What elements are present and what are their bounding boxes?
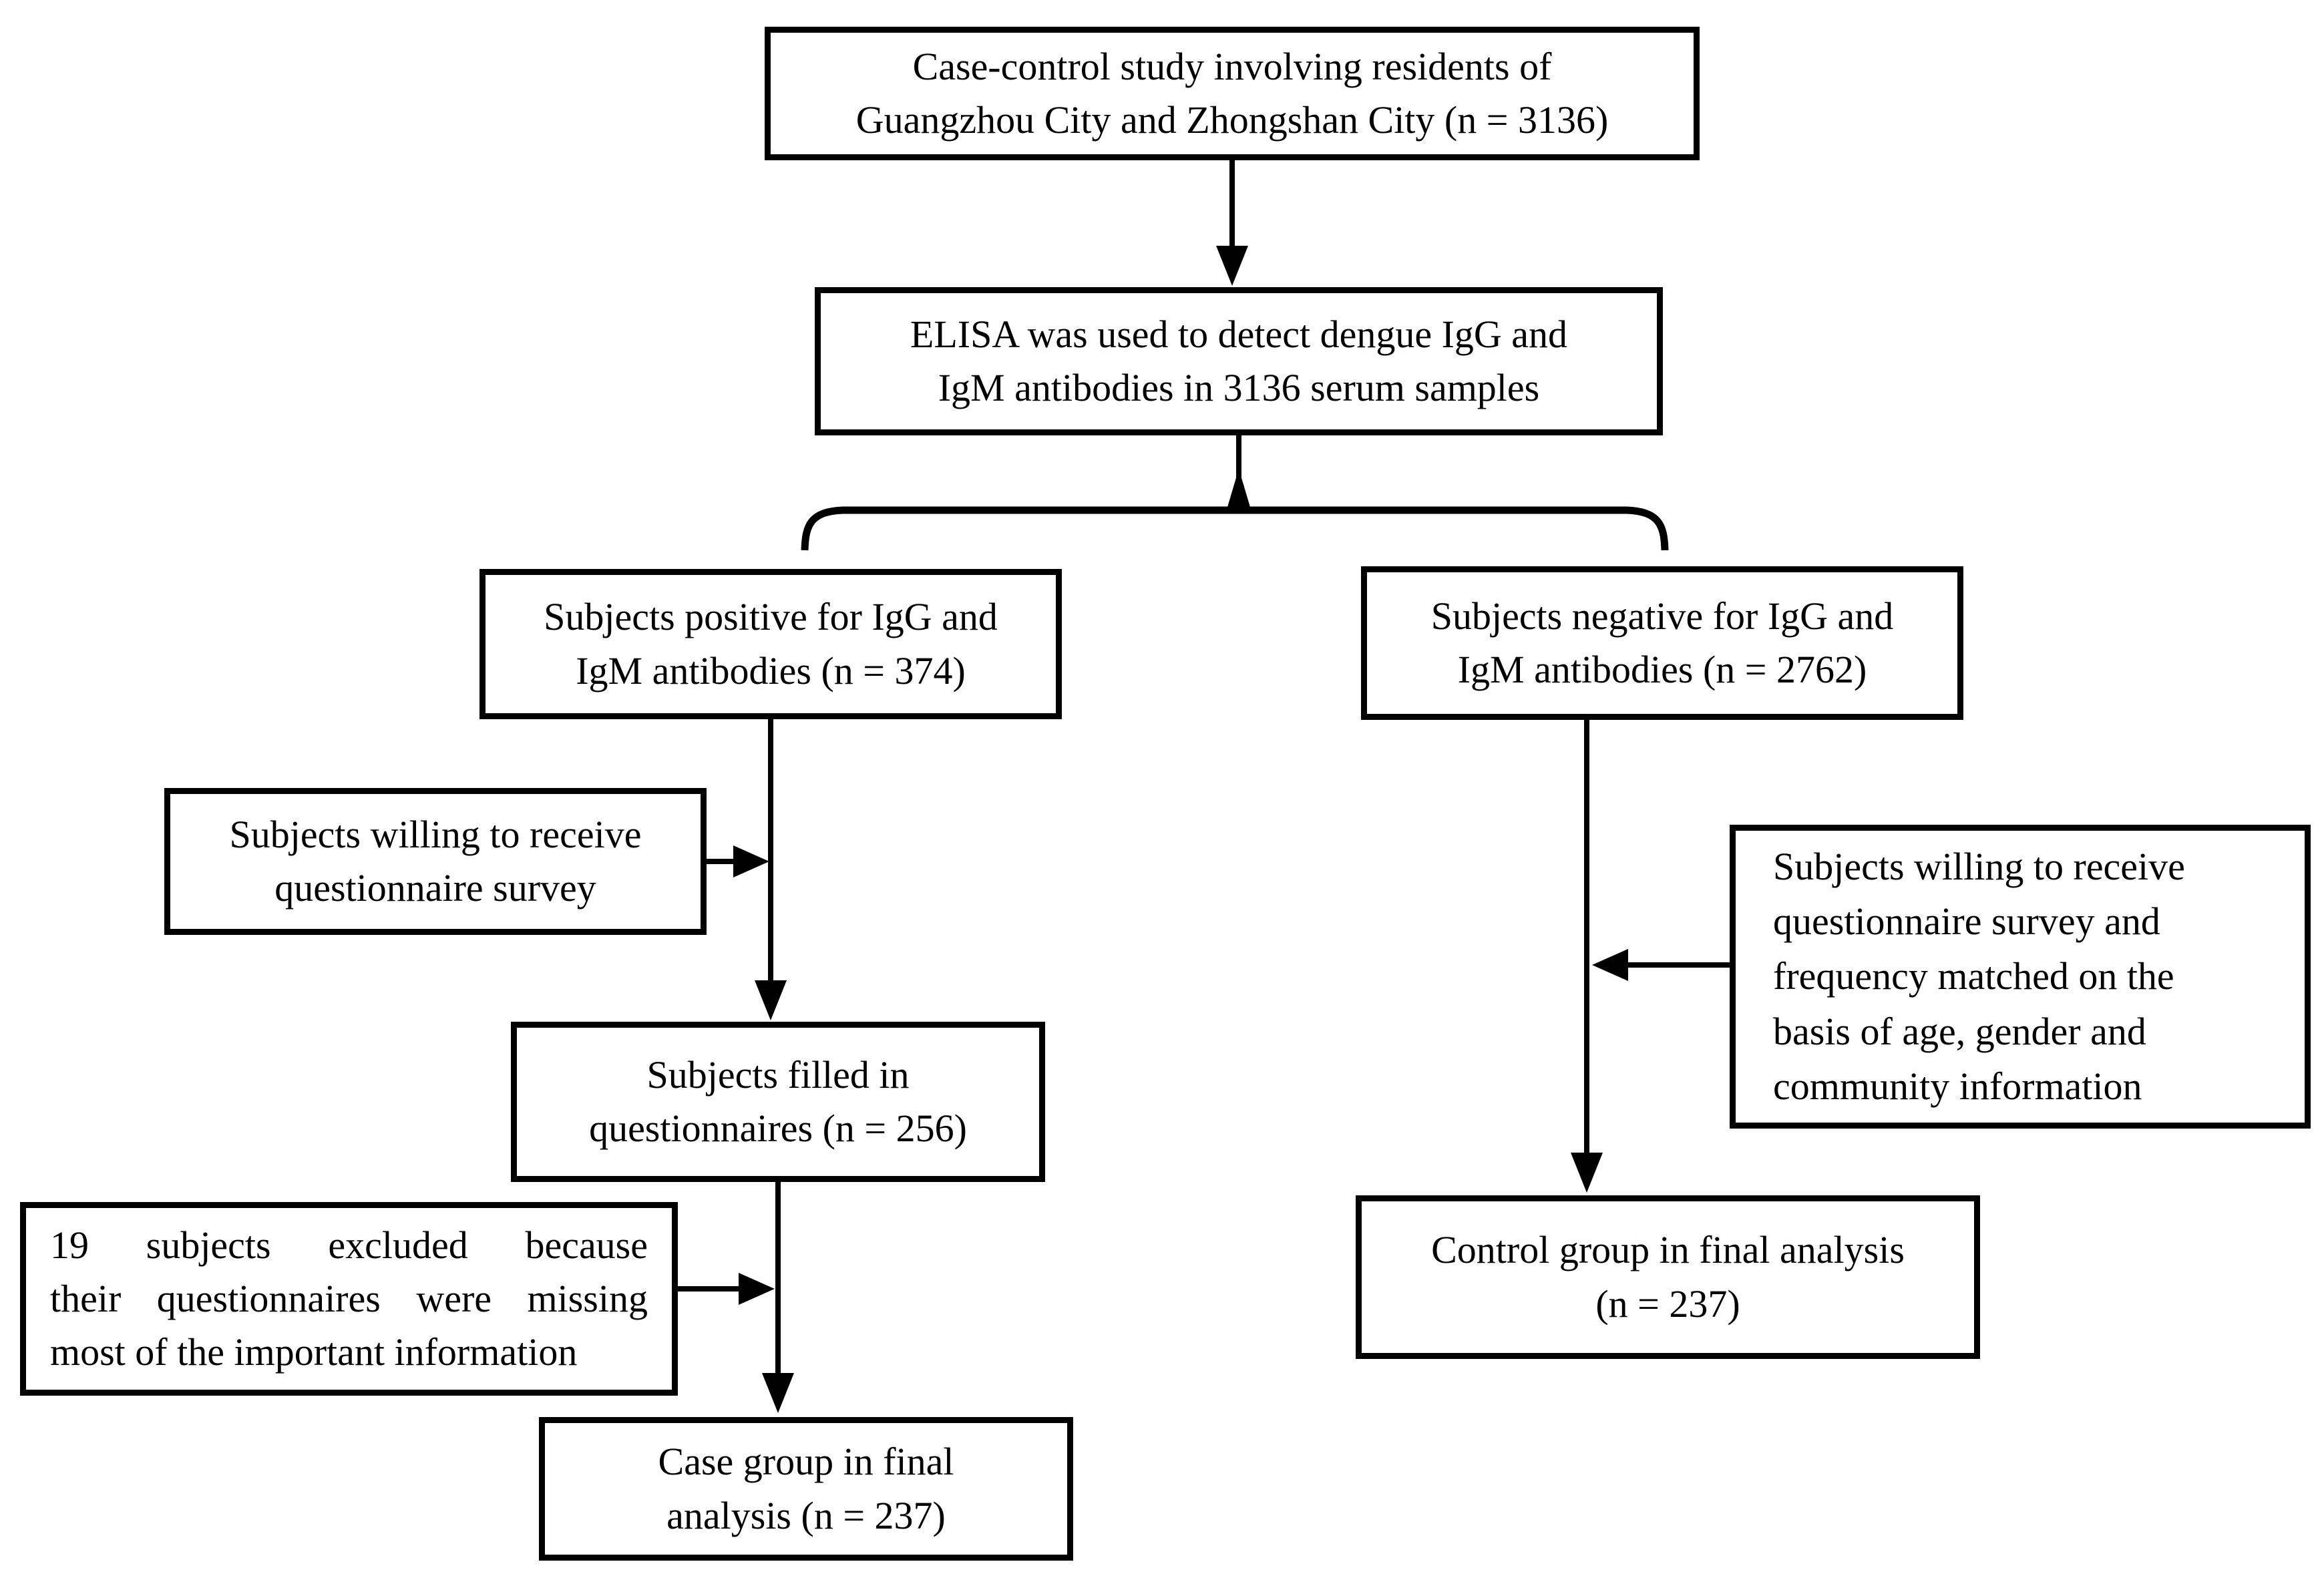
arrow-filled-to-case	[762, 1182, 794, 1413]
box-text-line: most of the important information	[50, 1330, 578, 1374]
box-text-line: 19 subjects excluded because	[50, 1223, 648, 1267]
box-text-line: Subjects filled in	[646, 1052, 910, 1097]
box-text-line: questionnaire survey and	[1773, 899, 2160, 943]
box-willing-questionnaire-right	[1730, 825, 2311, 1129]
box-elisa-detection	[815, 287, 1663, 435]
arrowhead-right-icon	[733, 845, 769, 877]
arrow-recruitment-to-elisa	[1216, 160, 1248, 286]
arrowhead-down-icon	[1571, 1153, 1603, 1193]
arrowhead-down-icon	[762, 1373, 794, 1413]
box-control-group-final	[1356, 1195, 1980, 1359]
box-case-group-final	[539, 1417, 1073, 1561]
box-text-line: (n = 237)	[1595, 1281, 1740, 1326]
box-text-line: Case group in final	[658, 1440, 954, 1484]
box-text-line: their questionnaires were missing	[50, 1276, 648, 1320]
brace-peak	[1226, 469, 1251, 512]
box-subjects-positive	[479, 569, 1062, 719]
box-filled-questionnaires	[511, 1022, 1045, 1182]
box-text-line: analysis (n = 237)	[666, 1493, 946, 1537]
arrow-positive-to-filled	[755, 719, 787, 1020]
box-text-line: Subjects negative for IgG and	[1430, 594, 1894, 638]
arrow-negative-to-control	[1571, 720, 1603, 1193]
arrow-willing-right-to-line	[1592, 949, 1730, 981]
box-text-line: IgM antibodies (n = 2762)	[1457, 648, 1867, 691]
box-willing-questionnaire-left	[164, 788, 707, 935]
arrowhead-down-icon	[755, 980, 787, 1020]
box-text-line: Case-control study involving residents of	[912, 44, 1552, 88]
box-text-line: IgM antibodies (n = 374)	[576, 648, 966, 692]
arrowhead-down-icon	[1216, 246, 1248, 286]
box-text-line: Control group in final analysis	[1431, 1228, 1905, 1272]
brace-split	[805, 435, 1665, 550]
box-text-line: Guangzhou City and Zhongshan City (n = 3136)	[855, 98, 1609, 142]
box-text-line: basis of age, gender and	[1773, 1009, 2146, 1053]
box-case-control-study	[765, 27, 1700, 160]
box-text-line: ELISA was used to detect dengue IgG and	[910, 312, 1568, 356]
box-text-line: questionnaires (n = 256)	[589, 1107, 967, 1150]
box-text-line: community information	[1773, 1064, 2142, 1109]
box-text-line: IgM antibodies in 3136 serum samples	[938, 366, 1540, 409]
box-text-line: questionnaire survey	[274, 866, 596, 910]
box-subjects-negative	[1361, 566, 1963, 720]
box-subjects-excluded	[20, 1202, 678, 1396]
box-text-line: Subjects willing to receive	[1773, 844, 2185, 888]
arrowhead-right-icon	[739, 1273, 775, 1305]
arrow-excluded-to-line	[678, 1273, 775, 1305]
box-text-line: Subjects willing to receive	[229, 812, 642, 856]
arrowhead-left-icon	[1592, 949, 1628, 981]
box-text-line: frequency matched on the	[1773, 954, 2174, 998]
box-text-line: Subjects positive for IgG and	[544, 595, 998, 639]
arrow-willing-left-to-line	[707, 845, 769, 877]
